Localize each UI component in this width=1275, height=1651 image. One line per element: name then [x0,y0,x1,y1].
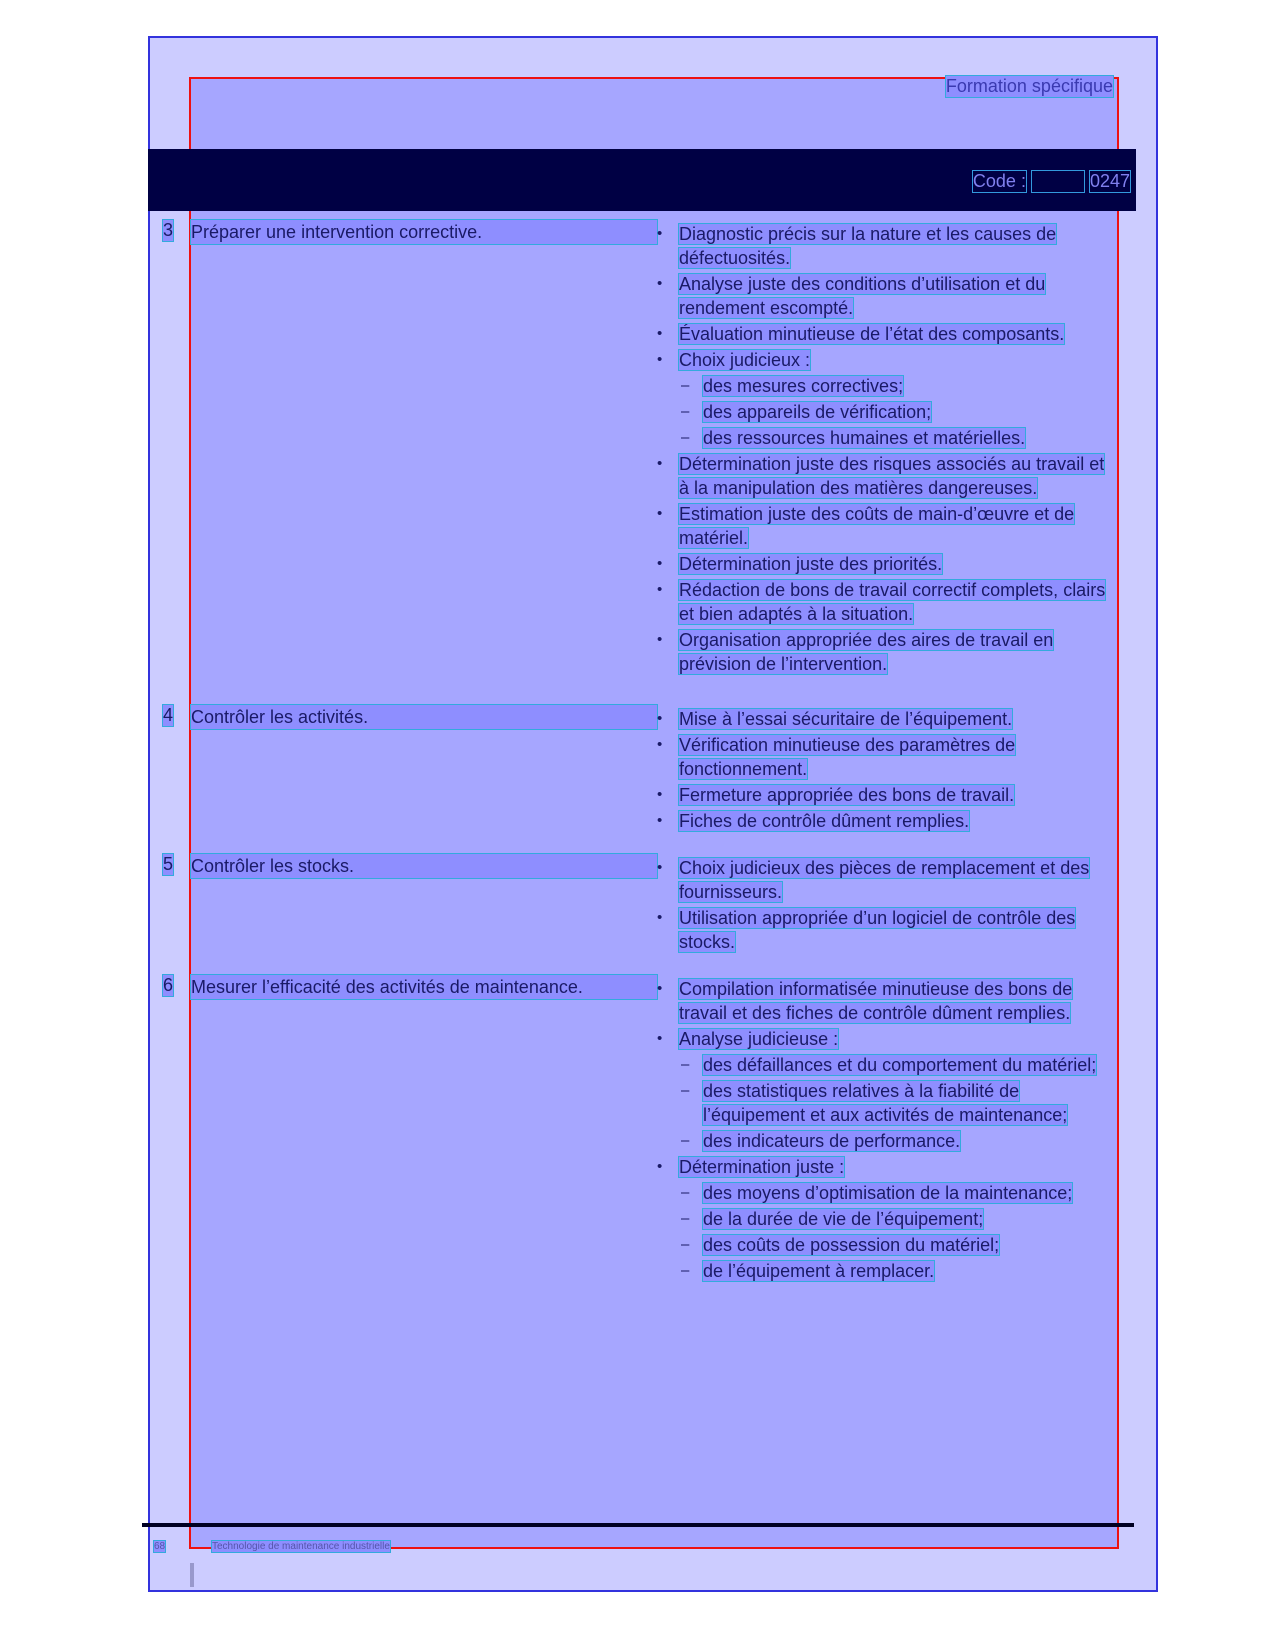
bullet-dot-icon: • [657,786,663,803]
criterion-text: Évaluation minutieuse de l’état des composants. [679,324,1065,344]
sub-criterion-item [657,1079,1117,1127]
competency-number: 5 [163,854,174,874]
criterion-text: Analyse juste des conditions d’utilisation et du rendement escompté. [679,274,1046,318]
criterion-item [657,452,1117,500]
criterion-item [657,906,1117,954]
dash-icon: – [681,377,690,394]
criterion-item [657,1155,1117,1179]
competency-number: 6 [163,975,174,995]
criterion-item [657,322,1117,346]
code-label: Code : [972,171,1026,191]
criterion-text: Diagnostic précis sur la nature et les causes de défectuosités. [679,224,1057,268]
bullet-dot-icon: • [657,631,663,648]
criterion-item [657,1027,1117,1051]
criterion-text: Compilation informatisée minutieuse des bons de travail et des fiches de contrôle dûment remplies. [679,979,1073,1023]
criterion-item [657,733,1117,781]
dash-icon: – [681,1082,690,1099]
bullet-dot-icon: • [657,505,663,522]
criterion-item [657,628,1117,676]
section-label: Formation spécifique [945,76,1113,96]
criterion-item [657,348,1117,372]
criterion-text: de l’équipement à remplacer. [703,1261,935,1281]
sub-criterion-item [657,400,1117,424]
sub-criterion-item [657,1259,1117,1283]
bullet-dot-icon: • [657,225,663,242]
sub-criterion-item [657,426,1117,450]
sub-criterion-item [657,1129,1117,1153]
bullet-dot-icon: • [657,980,663,997]
criterion-item [657,977,1117,1025]
criterion-item [657,552,1117,576]
footer-page-number: 68 [154,1541,166,1552]
criterion-text: des défaillances et du comportement du matériel; [703,1055,1097,1075]
dash-icon: – [681,1210,690,1227]
bullet-dot-icon: • [657,275,663,292]
bullet-dot-icon: • [657,581,663,598]
bullet-dot-icon: • [657,455,663,472]
dash-icon: – [681,1056,690,1073]
criterion-item [657,809,1117,833]
criterion-text: Fermeture appropriée des bons de travail. [679,785,1015,805]
dash-icon: – [681,1262,690,1279]
criterion-item [657,856,1117,904]
sub-criterion-item [657,1181,1117,1205]
dash-icon: – [681,429,690,446]
criterion-text: Choix judicieux des pièces de remplacement et des fournisseurs. [679,858,1090,902]
criterion-text: Mise à l’essai sécuritaire de l’équipement. [679,709,1013,729]
bullet-dot-icon: • [657,812,663,829]
sub-criterion-item [657,1053,1117,1077]
bullet-dot-icon: • [657,351,663,368]
criterion-text: de la durée de vie de l’équipement; [703,1209,984,1229]
competency-number: 4 [163,705,174,725]
code-separator [1032,171,1084,192]
code-value: 0247 [1089,171,1130,191]
criterion-text: des coûts de possession du matériel; [703,1235,1000,1255]
dash-icon: – [681,1132,690,1149]
criterion-item [657,578,1117,626]
bullet-dot-icon: • [657,325,663,342]
criterion-text: des moyens d’optimisation de la maintenance; [703,1183,1073,1203]
footer-program-title: Technologie de maintenance industrielle [212,1541,390,1552]
criterion-item [657,707,1117,731]
bullet-dot-icon: • [657,736,663,753]
sub-criterion-item [657,1207,1117,1231]
dash-icon: – [681,1184,690,1201]
criterion-text: des mesures correctives; [703,376,904,396]
sub-criterion-item [657,1233,1117,1257]
criterion-item [657,502,1117,550]
criterion-item [657,272,1117,320]
dash-icon: – [681,403,690,420]
criterion-text: Détermination juste des risques associés au travail et à la manipulation des matières dangereuses. [679,454,1105,498]
code-line [973,171,1130,192]
footer-rule [142,1523,1134,1527]
criterion-text: Détermination juste des priorités. [679,554,943,574]
bullet-dot-icon: • [657,909,663,926]
sub-criterion-item [657,374,1117,398]
bullet-dot-icon: • [657,1158,663,1175]
competency-title: Préparer une intervention corrective. [191,220,657,244]
criterion-item [657,783,1117,807]
criterion-text: Détermination juste : [679,1157,845,1177]
criterion-text: Organisation appropriée des aires de travail en prévision de l’intervention. [679,630,1054,674]
criteria-list [657,707,1117,835]
criterion-item [657,222,1117,270]
criterion-text: Choix judicieux : [679,350,811,370]
criterion-text: des appareils de vérification; [703,402,932,422]
bullet-dot-icon: • [657,710,663,727]
competency-title: Contrôler les activités. [191,705,657,729]
criterion-text: des statistiques relatives à la fiabilité de l’équipement et aux activités de maintenance; [703,1081,1068,1125]
bullet-dot-icon: • [657,555,663,572]
bullet-dot-icon: • [657,859,663,876]
criterion-text: Estimation juste des coûts de main-d’œuvre et de matériel. [679,504,1075,548]
criterion-text: Rédaction de bons de travail correctif complets, clairs et bien adaptés à la situation. [679,580,1106,624]
criteria-list [657,977,1117,1285]
criterion-text: Fiches de contrôle dûment remplies. [679,811,970,831]
criteria-list [657,222,1117,678]
criteria-list [657,856,1117,956]
competency-number: 3 [163,220,174,240]
competency-title: Contrôler les stocks. [191,854,657,878]
criterion-text: Utilisation appropriée d’un logiciel de contrôle des stocks. [679,908,1076,952]
bullet-dot-icon: • [657,1030,663,1047]
criterion-text: des indicateurs de performance. [703,1131,961,1151]
criterion-text: des ressources humaines et matérielles. [703,428,1026,448]
criterion-text: Analyse judicieuse : [679,1029,839,1049]
criterion-text: Vérification minutieuse des paramètres de fonctionnement. [679,735,1016,779]
competency-title: Mesurer l’efficacité des activités de maintenance. [191,975,657,999]
footer-margin-bar [190,1563,194,1587]
dash-icon: – [681,1236,690,1253]
